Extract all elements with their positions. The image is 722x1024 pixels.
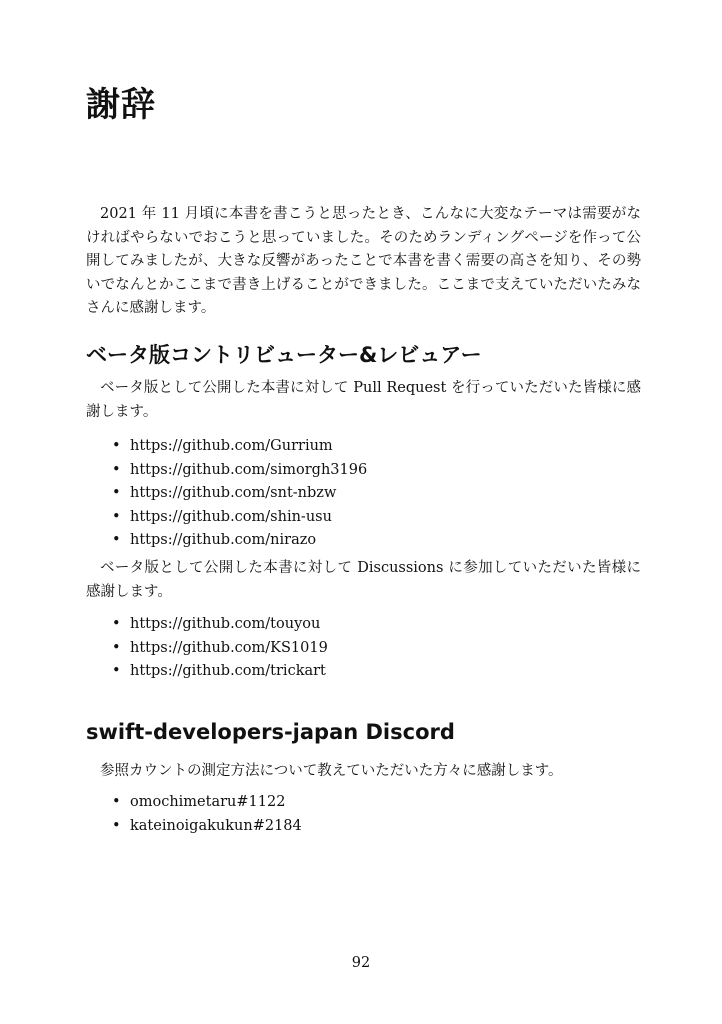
list-item: • kateinoigakukun#2184 <box>112 815 302 839</box>
list-item[interactable]: • https://github.com/KS1019 <box>112 637 328 661</box>
list-item[interactable]: • https://github.com/touyou <box>112 613 328 637</box>
discord-heading: swift-developers-japan Discord <box>86 720 455 744</box>
discord-member-list <box>112 791 302 838</box>
pull-request-contributor-list <box>112 435 367 553</box>
list-item[interactable]: • https://github.com/simorgh3196 <box>112 459 367 483</box>
discord-thanks: 参照カウントの測定方法について教えていただいた方々に感謝します。 <box>100 763 563 779</box>
list-item[interactable]: • https://github.com/shin-usu <box>112 506 367 530</box>
page-number: 92 <box>351 955 371 971</box>
intro-paragraph: 2021 年 11 月頃に本書を書こうと思ったとき、こんなに大変なテーマは需要がなければやらないでおこうと思っていました。そのためランディングページを作って公開してみましたが、大きな反響があったことで本書を書く需要の高さを知り、その勢いでなんとかここまで書き上げることができました。ここまで支えていただいたみなさんに感謝します。 <box>86 206 641 316</box>
beta-contributors-heading: ベータ版コントリビューター&レビュアー <box>86 343 482 367</box>
list-item[interactable]: • https://github.com/trickart <box>112 660 328 684</box>
list-item[interactable]: • https://github.com/nirazo <box>112 529 367 553</box>
list-item[interactable]: • https://github.com/snt-nbzw <box>112 482 367 506</box>
discussion-participant-list <box>112 613 328 684</box>
pull-request-thanks: ベータ版として公開した本書に対して Pull Request を行っていただいた皆様に感謝します。 <box>86 380 641 420</box>
list-item[interactable]: • https://github.com/Gurrium <box>112 435 367 459</box>
page-title: 謝辞 <box>86 85 156 125</box>
list-item: • omochimetaru#1122 <box>112 791 302 815</box>
discussions-thanks: ベータ版として公開した本書に対して Discussions に参加していただいた皆様に感謝します。 <box>86 560 641 600</box>
